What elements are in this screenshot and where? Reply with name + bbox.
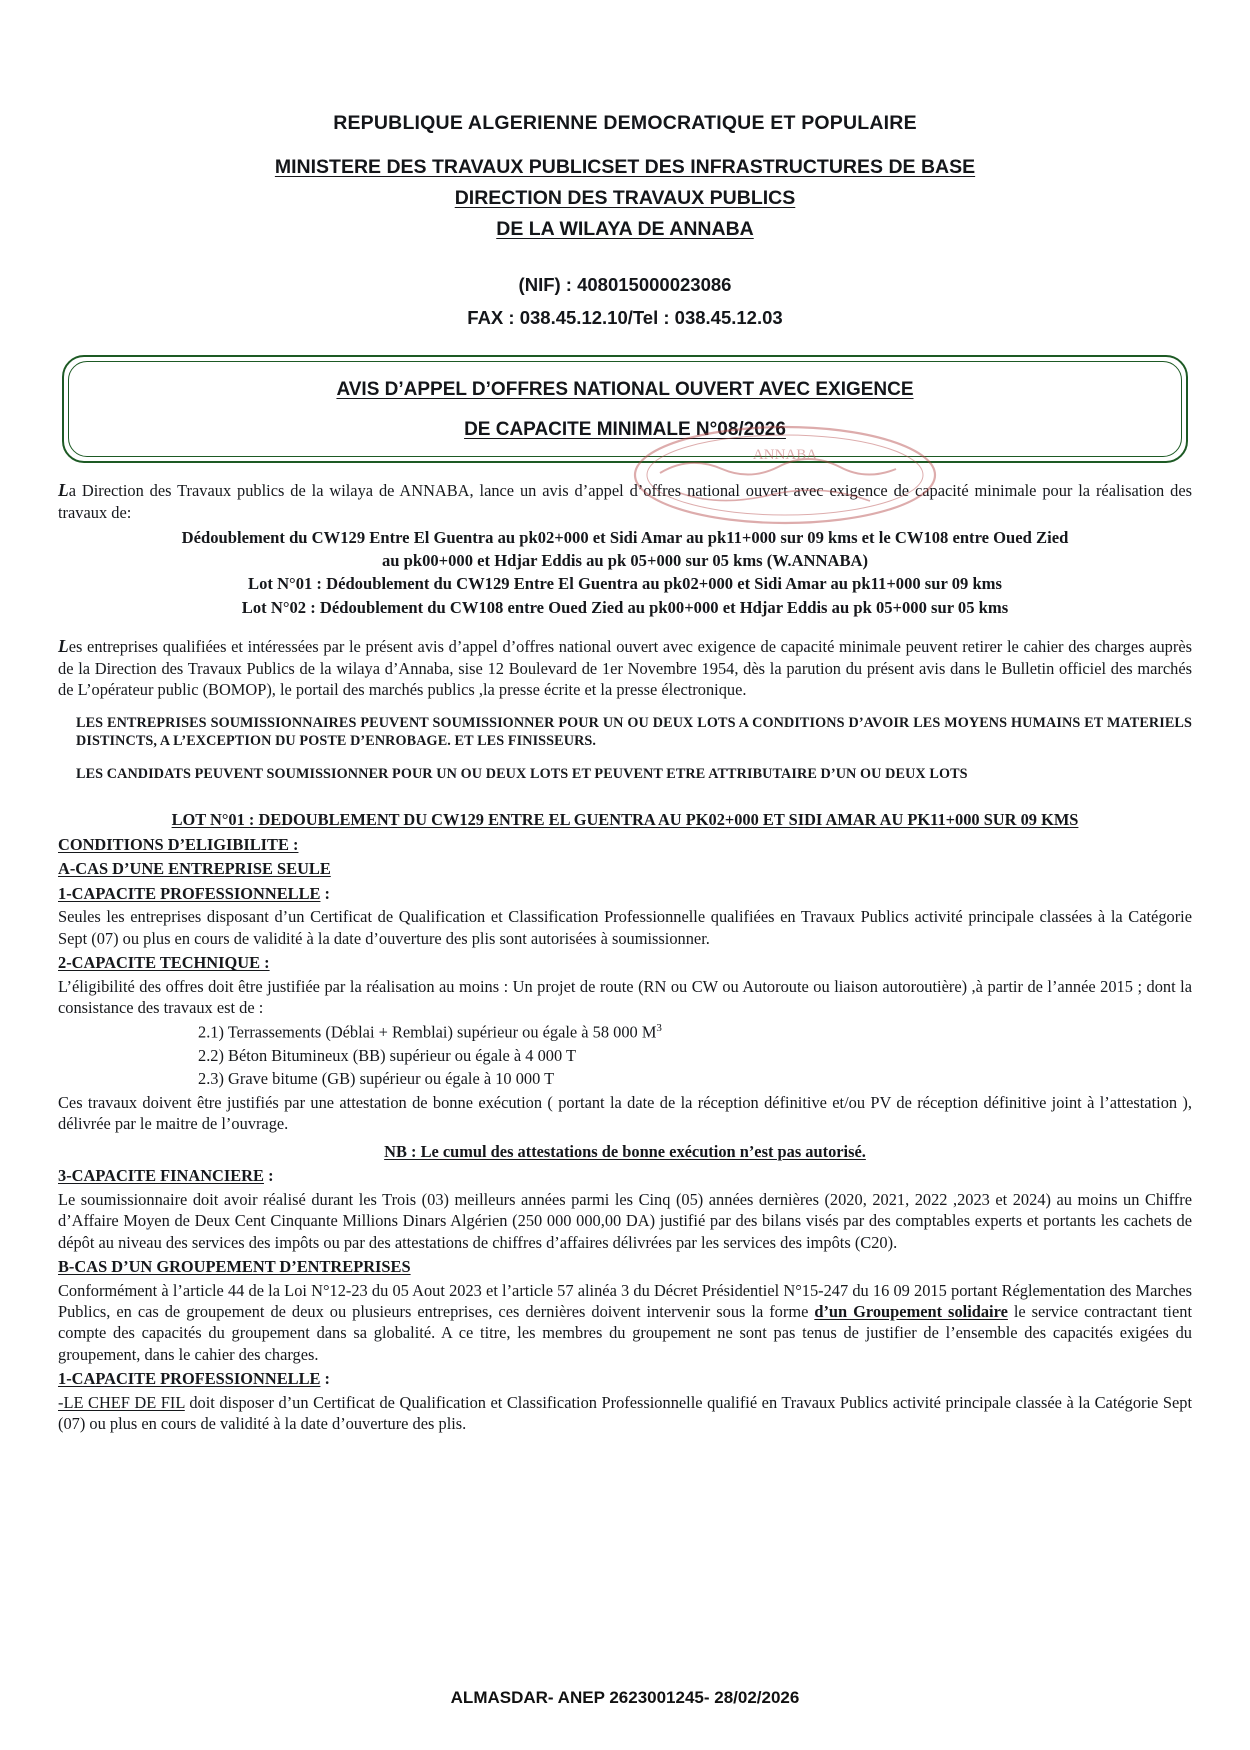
intro-text: a Direction des Travaux publics de la wilaya de ANNABA, lance un avis d’appel d’offres national ouvert avec exigence de capacité minimale pour la réalisation des travaux de: [58,481,1192,522]
header-nif: (NIF) : 408015000023086 [518,274,732,295]
technical-item-1-exponent: 3 [656,1021,662,1034]
tender-title-line-1: AVIS D’APPEL D’OFFRES NATIONAL OUVERT AVEC EXIGENCE [336,379,914,400]
notice-multi-lot: LES ENTREPRISES SOUMISSIONNAIRES PEUVENT SOUMISSIONNER POUR UN OU DEUX LOTS A CONDITIONS D’AVOIR LES MOYENS HUMAINS ET MATERIELS DISTINCTS, A L’EXCEPTION DU POSTE D’ENROBAGE. ET LES FINISSEURS. [76,714,1192,750]
retrieval-paragraph [58,635,1192,701]
technical-item-1 [198,1021,1192,1043]
case-b-head: B-CAS D’UN GROUPEMENT D’ENTREPRISES [58,1257,411,1277]
case-b-text-part2: le service contractant tient compte des capacités du groupement dans sa globalité. A ce titre, les membres du groupement ne sont pas tenus de justifier de l’ensemble des capacités exigées du groupement, dans le cahier des charges. [58,1302,1193,1364]
header-line-republic: REPUBLIQUE ALGERIENNE DEMOCRATIQUE ET POPULAIRE [333,112,917,134]
technical-item-2: 2.2) Béton Bitumineux (BB) supérieur ou égale à 4 000 T [198,1045,576,1065]
intro-dropcap: L [58,480,69,500]
object-block [58,527,1192,619]
object-line-2: au pk00+000 et Hdjar Eddis au pk 05+000 sur 05 kms (W.ANNABA) [381,550,869,570]
technical-item-3: 2.3) Grave bitume (GB) supérieur ou égale à 10 000 T [198,1069,555,1089]
capacity-professional-head-colon: : [320,883,331,903]
paragraph2-dropcap: L [58,635,69,656]
capacity-professional-b-head [58,1368,1192,1389]
capacity-financial-head [58,1165,1192,1186]
capacity-professional-head-label: 1-CAPACITE PROFESSIONNELLE [58,883,321,903]
header-line-wilaya: DE LA WILAYA DE ANNABA [496,218,754,240]
svg-text:ANNABA: ANNABA [752,447,818,463]
case-a-head: A-CAS D’UNE ENTREPRISE SEULE [58,859,331,879]
case-b-text-part1: Conformément à l’article 44 de la Loi N°12-23 du 05 Aout 2023 et l’article 57 alinéa 3 du Décret Présidentiel N°15-247 du 16 09 2015 portant Réglementation des Marches Publics, en cas de groupement de deux ou plusieurs entreprises, ces dernières doivent intervenir sous la forme [58,1280,1192,1321]
object-lot-2: Lot N°02 : Dédoublement du CW108 entre Oued Zied au pk00+000 et Hdjar Eddis au pk 05+000 sur 05 kms [241,597,1009,617]
capacity-professional-b-head-colon: : [320,1369,331,1389]
chef-de-fil-label: -LE CHEF DE FIL [58,1392,185,1412]
paragraph2-text: es entreprises qualifiées et intéressées par le présent avis d’appel d’offres national ouvert avec exigence de capacité minimale peuvent retirer le cahier des charges auprès de la Direction des Travaux Publics de la wilaya d’Annaba, sise 12 Boulevard de 1er Novembre 1954, dès la parution du présent avis dans le Bulletin officiel des marchés de L’opérateur public (BOMOP), le portail des marchés publics ,la presse écrite et la presse électronique. [58,636,1192,700]
document-footer: ALMASDAR- ANEP 2623001245- 28/02/2026 [450,1688,800,1707]
header-fax-tel: FAX : 038.45.12.10/Tel : 038.45.12.03 [467,307,783,328]
capacity-professional-head [58,883,1192,904]
header-line-ministry: MINISTERE DES TRAVAUX PUBLICSET DES INFRASTRUCTURES DE BASE [274,156,976,178]
document-body [58,479,1192,1435]
capacity-technical-text-2: Ces travaux doivent être justifiés par une attestation de bonne exécution ( portant la date de la réception définitive et/ou PV de réception définitive joint à l’attestation ), délivrée par le maitre de l’ouvrage. [58,1092,1192,1134]
object-line-1: Dédoublement du CW129 Entre El Guentra au pk02+000 et Sidi Amar au pk11+000 sur 09 kms et le CW108 entre Oued Zied [181,528,1069,548]
title-box-inner-border [68,361,1182,457]
tender-title-box [62,355,1188,463]
eligibility-conditions-head: CONDITIONS D’ELIGIBILITE : [58,834,299,854]
capacity-financial-head-label: 3-CAPACITE FINANCIERE [58,1166,264,1186]
tender-title-line-2: DE CAPACITE MINIMALE N°08/2026 [464,419,786,440]
capacity-financial-head-colon: : [263,1166,274,1186]
case-b-text [58,1280,1192,1366]
capacity-financial-text: Le soumissionnaire doit avoir réalisé durant les Trois (03) meilleurs années parmi les Cinq (05) années dernières (2020, 2021, 2022 ,2023 et 2024) au moins un Chiffre d’Affaire Moyen de Deux Cent Cinquante Millions Dinars Algérien (250 000 000,00 DA) justifié par des bilans visés par des comptables experts et portants les cachets de dépôt au niveau des services des impôts ou par des attestations de chiffres d’affaires délivrées par les services des impôts (C20). [58,1189,1192,1252]
intro-paragraph [58,479,1192,523]
technical-item-1-text: 2.1) Terrassements (Déblai + Remblai) supérieur ou égale à 58 000 M [198,1022,657,1042]
capacity-professional-b-body: doit disposer d’un Certificat de Qualification et Classification Professionnelle qualifié en Travaux Publics activité principale classée à la Catégorie Sept (07) ou plus en cours de validité à la date d’ouverture des plis. [58,1392,1193,1434]
notice-candidates: LES CANDIDATS PEUVENT SOUMISSIONNER POUR UN OU DEUX LOTS ET PEUVENT ETRE ATTRIBUTAIRE D’UN OU DEUX LOTS [76,765,968,782]
object-lot-1: Lot N°01 : Dédoublement du CW129 Entre El Guentra au pk02+000 et Sidi Amar au pk11+000 sur 09 kms [248,574,1002,594]
capacity-professional-b-text [58,1392,1192,1435]
case-b-emphasis: d’un Groupement solidaire [814,1302,1008,1321]
document-header [0,112,1250,329]
capacity-technical-head: 2-CAPACITE TECHNIQUE : [58,953,270,973]
capacity-technical-text: L’éligibilité des offres doit être justifiée par la réalisation au moins : Un projet de route (RN ou CW ou Autoroute ou liaison autoroutière) ,à partir de l’année 2015 ; dont la consistance des travaux est de : [58,976,1192,1018]
lot1-title: LOT N°01 : DEDOUBLEMENT DU CW129 ENTRE EL GUENTRA AU PK02+000 ET SIDI AMAR AU PK11+000 SUR 09 KMS [171,810,1079,830]
header-line-direction: DIRECTION DES TRAVAUX PUBLICS [454,187,796,209]
capacity-professional-b-head-label: 1-CAPACITE PROFESSIONNELLE [58,1369,321,1389]
capacity-professional-text: Seules les entreprises disposant d’un Certificat de Qualification et Classification Professionnelle qualifiées en Travaux Publics activité principale classées à la Catégorie Sept (07) ou plus en cours de validité à la date d’ouverture des plis sont autorisées à soumissionner. [58,907,1192,948]
nb-note: NB : Le cumul des attestations de bonne exécution n’est pas autorisé. [384,1141,866,1161]
